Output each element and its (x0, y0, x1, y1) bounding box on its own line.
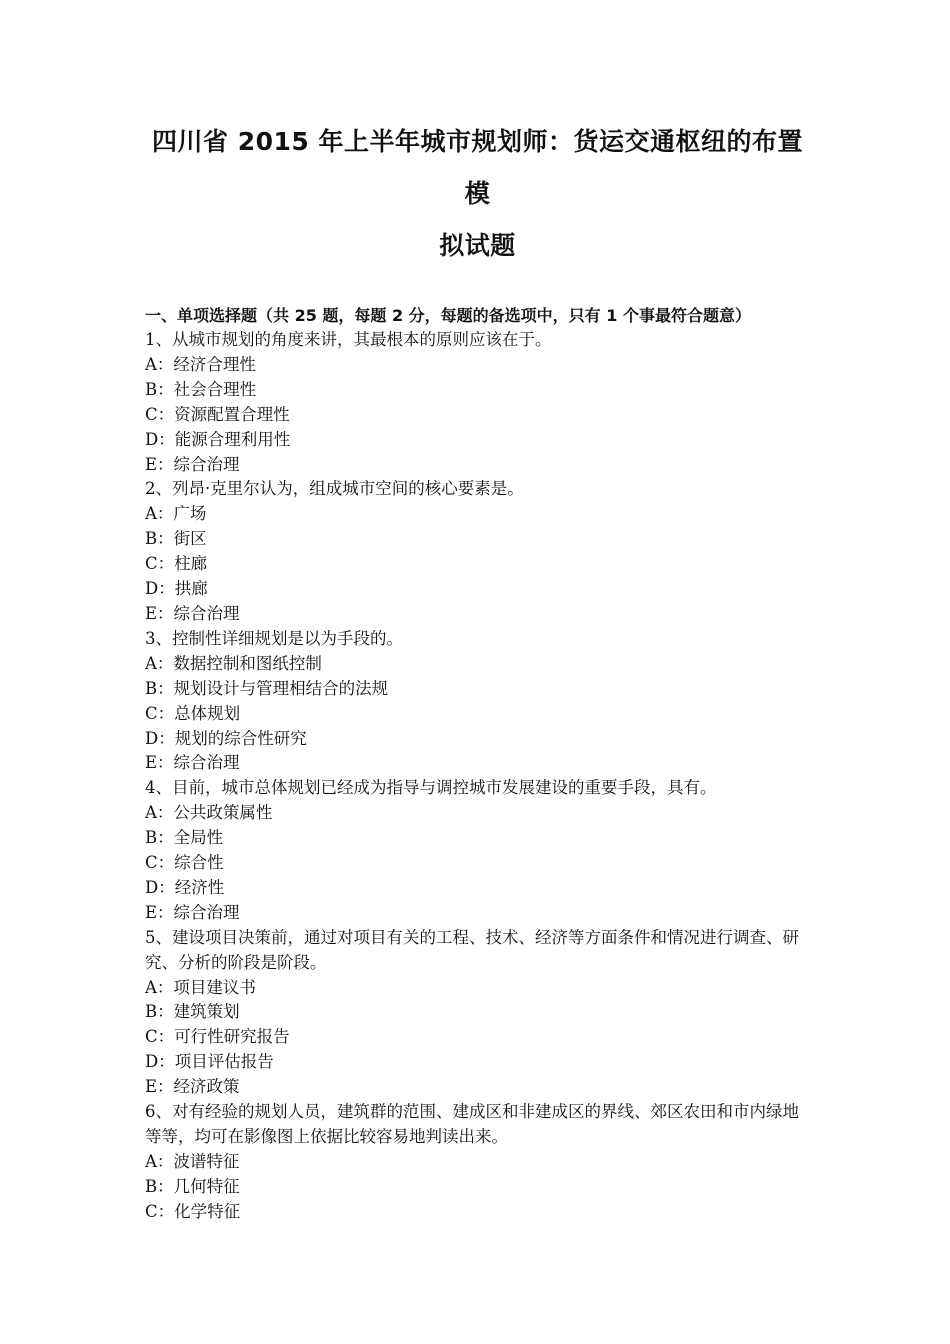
answer-option: A：项目建议书 (145, 977, 256, 997)
question-item (145, 477, 810, 626)
title-line-2: 拟试题 (439, 231, 516, 260)
answer-option: D：规划的综合性研究 (145, 728, 307, 748)
question-item (145, 776, 810, 925)
answer-option: D：项目评估报告 (145, 1052, 274, 1072)
question-list (145, 328, 810, 1225)
answer-option: B：社会合理性 (145, 379, 257, 399)
answer-option: C：资源配置合理性 (145, 404, 290, 424)
answer-option: B：建筑策划 (145, 1002, 240, 1022)
answer-option: C：可行性研究报告 (145, 1027, 290, 1047)
answer-option: E：综合治理 (145, 454, 240, 474)
answer-option: D：经济性 (145, 877, 225, 897)
answer-option: E：经济政策 (145, 1077, 240, 1097)
section-heading: 一、单项选择题（共 25 题，每题 2 分，每题的备选项中，只有 1 个事最符合题意） (145, 306, 751, 325)
answer-option: C：柱廊 (145, 554, 208, 574)
answer-option: B：规划设计与管理相结合的法规 (145, 678, 389, 698)
answer-option: A：波谱特征 (145, 1151, 240, 1171)
question-stem: 3、控制性详细规划是以为手段的。 (145, 628, 403, 648)
question-stem: 5、建设项目决策前，通过对项目有关的工程、技术、经济等方面条件和情况进行调查、研究、分析的阶段是阶段。 (145, 927, 799, 972)
answer-option: C：化学特征 (145, 1201, 241, 1221)
question-stem: 1、从城市规划的角度来讲，其最根本的原则应该在于。 (145, 330, 552, 349)
answer-option: A：数据控制和图纸控制 (145, 653, 322, 673)
document-page (145, 116, 810, 1225)
question-item (145, 926, 810, 1100)
answer-option: B：全局性 (145, 828, 224, 848)
answer-option: D：能源合理利用性 (145, 429, 291, 449)
title-line-1: 四川省 2015 年上半年城市规划师：货运交通枢纽的布置模 (152, 127, 803, 208)
question-item (145, 328, 810, 477)
answer-option: E：综合治理 (145, 753, 240, 773)
question-stem: 6、对有经验的规划人员，建筑群的范围、建成区和非建成区的界线、郊区农田和市内绿地等等，均可在影像图上依据比较容易地判读出来。 (145, 1102, 799, 1146)
answer-option: C：总体规划 (145, 703, 241, 723)
question-stem: 4、目前，城市总体规划已经成为指导与调控城市发展建设的重要手段，具有。 (145, 778, 717, 798)
answer-option: B：街区 (145, 529, 207, 549)
answer-option: A：公共政策属性 (145, 803, 273, 823)
answer-option: E：综合治理 (145, 603, 240, 623)
question-stem: 2、列昂·克里尔认为，组成城市空间的核心要素是。 (145, 479, 524, 499)
answer-option: A：广场 (145, 504, 207, 524)
answer-option: A：经济合理性 (145, 354, 256, 374)
answer-option: B：几何特征 (145, 1176, 240, 1196)
answer-option: E：综合治理 (145, 902, 240, 922)
question-item (145, 627, 810, 776)
answer-option: C：综合性 (145, 853, 224, 873)
answer-option: D：拱廊 (145, 579, 208, 599)
question-item (145, 1100, 810, 1225)
document-title (145, 116, 810, 272)
